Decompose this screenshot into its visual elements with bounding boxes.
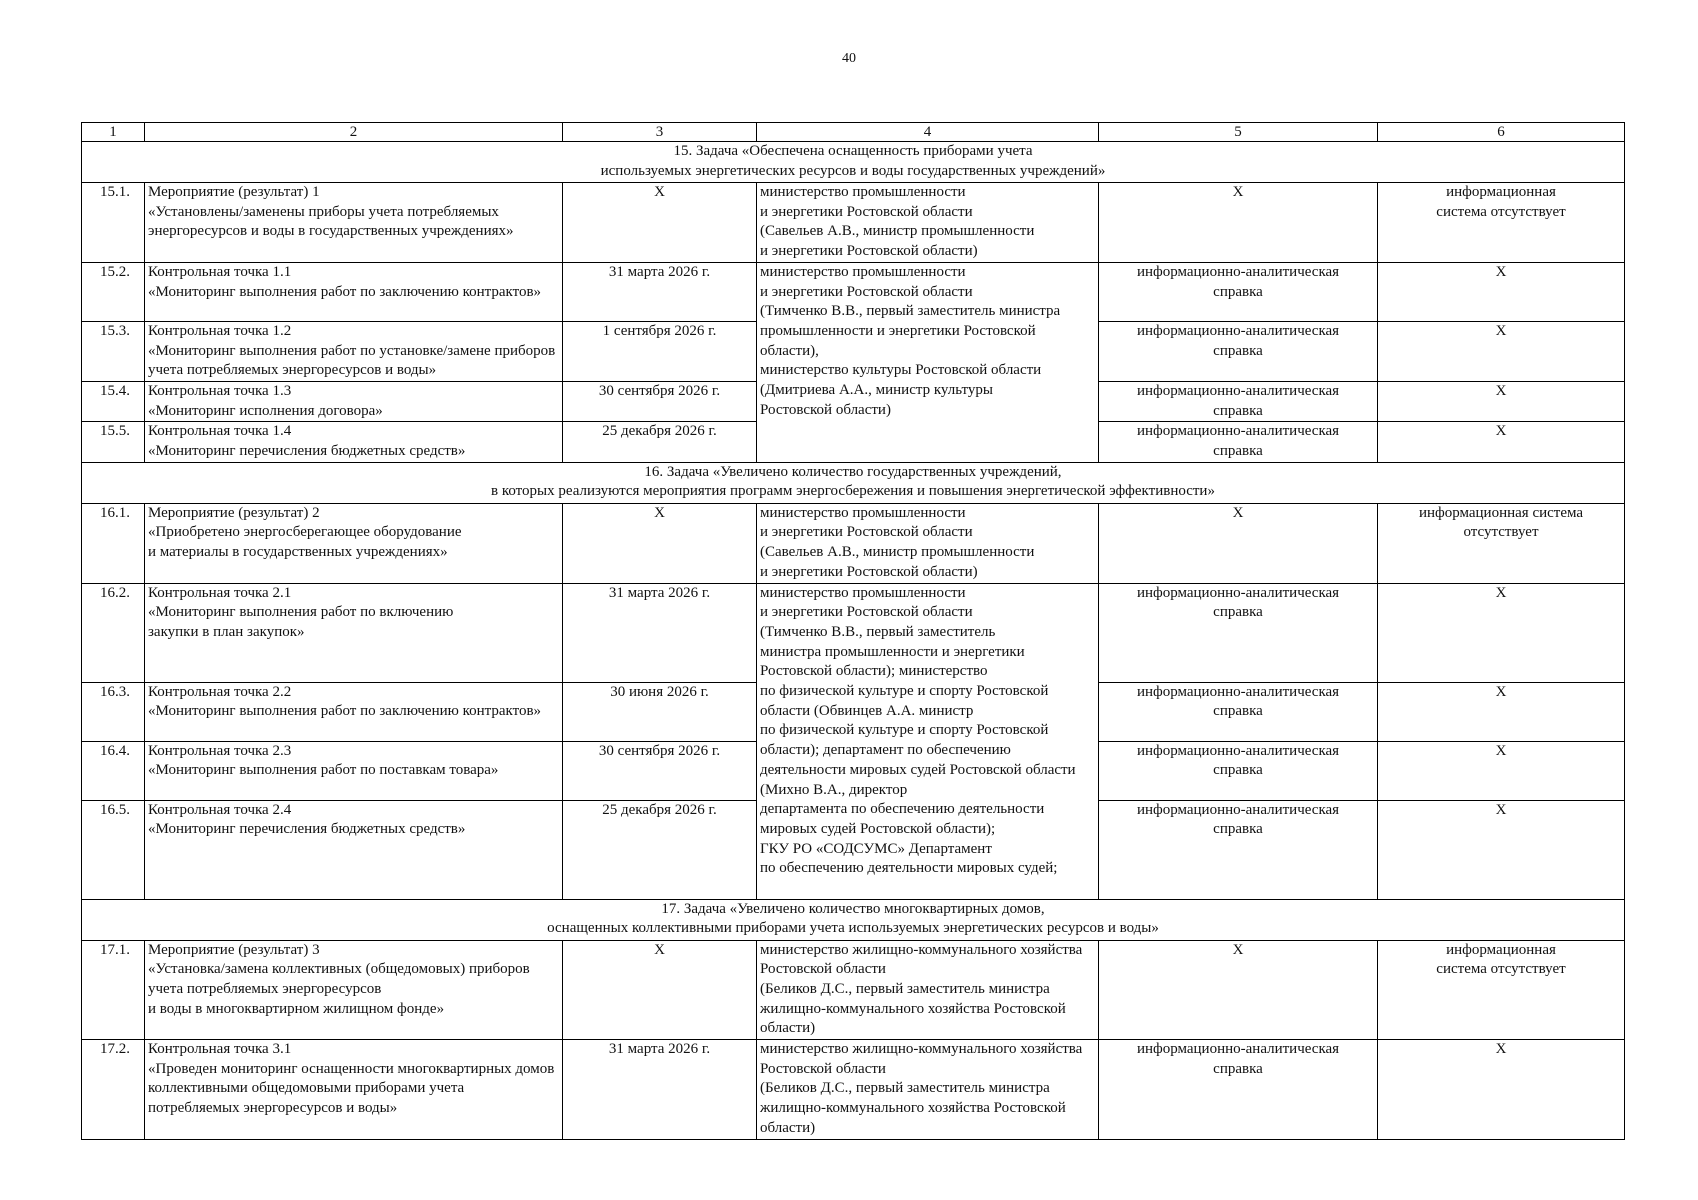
column-header: 2 xyxy=(145,123,563,142)
due-date: 1 сентября 2026 г. xyxy=(563,321,757,381)
document-type: информационно-аналитическая справка xyxy=(1099,321,1378,381)
page-number: 40 xyxy=(842,51,856,66)
due-date: 31 марта 2026 г. xyxy=(563,262,757,321)
due-date: 30 сентября 2026 г. xyxy=(563,381,757,421)
info-system: Х xyxy=(1378,741,1625,800)
info-system: Х xyxy=(1378,1040,1625,1140)
row-number: 15.2. xyxy=(82,262,145,321)
task-title: 17. Задача «Увеличено количество многоквартирных домов, оснащенных коллективными приборами учета используемых энергетических ресурсов и воды» xyxy=(82,899,1625,940)
task-heading-row xyxy=(82,142,1625,183)
plan-table xyxy=(81,122,1625,1140)
responsible: министерство промышленности и энергетики Ростовской области (Савельев А.В., министр промышленности и энергетики Ростовской области) xyxy=(757,183,1099,263)
responsible: министерство промышленности и энергетики Ростовской области (Тимченко В.В., первый заместитель министра промышленности и энергетики Ростовской области); министерство по физической культуре и спорту Ростовской области (Обвинцев А.А. министр по физической культуре и спорту Ростовской области); департамент по обеспечению деятельности мировых судей Ростовской области (Михно В.А., директор департамента по обеспечению деятельности мировых судей Ростовской области); ГКУ РО «СОДСУМС» Департамент по обеспечению деятельности мировых судей; xyxy=(757,583,1099,899)
responsible: министерство промышленности и энергетики Ростовской области (Савельев А.В., министр промышленности и энергетики Ростовской области) xyxy=(757,503,1099,583)
row-number: 16.3. xyxy=(82,682,145,741)
info-system: Х xyxy=(1378,321,1625,381)
info-system: информационная система отсутствует xyxy=(1378,503,1625,583)
row-number: 17.2. xyxy=(82,1040,145,1140)
row-number: 15.4. xyxy=(82,381,145,421)
due-date: 31 марта 2026 г. xyxy=(563,1040,757,1140)
document-type: Х xyxy=(1099,503,1378,583)
task-title: 16. Задача «Увеличено количество государственных учреждений, в которых реализуются мероприятия программ энергосбережения и повышения энергетической эффективности» xyxy=(82,462,1625,503)
document-type: информационно-аналитическая справка xyxy=(1099,1040,1378,1140)
document-type: информационно-аналитическая справка xyxy=(1099,583,1378,682)
item-name: Контрольная точка 2.3 «Мониторинг выполнения работ по поставкам товара» xyxy=(145,741,563,800)
row-number: 16.2. xyxy=(82,583,145,682)
document-type: информационно-аналитическая справка xyxy=(1099,381,1378,421)
info-system: Х xyxy=(1378,262,1625,321)
item-name: Контрольная точка 2.2 «Мониторинг выполнения работ по заключению контрактов» xyxy=(145,682,563,741)
task-heading-row xyxy=(82,899,1625,940)
row-number: 17.1. xyxy=(82,940,145,1040)
info-system: Х xyxy=(1378,583,1625,682)
item-name: Контрольная точка 1.1 «Мониторинг выполнения работ по заключению контрактов» xyxy=(145,262,563,321)
column-header: 5 xyxy=(1099,123,1378,142)
due-date: 30 июня 2026 г. xyxy=(563,682,757,741)
task-title: 15. Задача «Обеспечена оснащенность приборами учета используемых энергетических ресурсов и воды государственных учреждений» xyxy=(82,142,1625,183)
info-system: информационная система отсутствует xyxy=(1378,183,1625,263)
column-header: 1 xyxy=(82,123,145,142)
column-header: 4 xyxy=(757,123,1099,142)
item-name: Контрольная точка 1.2 «Мониторинг выполнения работ по установке/замене приборов учета потребляемых энергоресурсов и воды» xyxy=(145,321,563,381)
due-date: 25 декабря 2026 г. xyxy=(563,422,757,462)
row-number: 15.3. xyxy=(82,321,145,381)
document-type: информационно-аналитическая справка xyxy=(1099,682,1378,741)
item-name: Контрольная точка 2.1 «Мониторинг выполнения работ по включению закупки в план закупок» xyxy=(145,583,563,682)
row-number: 15.1. xyxy=(82,183,145,263)
table-row xyxy=(82,583,1625,682)
document-type: информационно-аналитическая справка xyxy=(1099,741,1378,800)
document-type: информационно-аналитическая справка xyxy=(1099,800,1378,899)
row-number: 16.1. xyxy=(82,503,145,583)
document-type: информационно-аналитическая справка xyxy=(1099,422,1378,462)
document-type: Х xyxy=(1099,183,1378,263)
info-system: Х xyxy=(1378,800,1625,899)
table-row xyxy=(82,503,1625,583)
task-heading-row xyxy=(82,462,1625,503)
item-name: Мероприятие (результат) 1 «Установлены/заменены приборы учета потребляемых энергоресурсов и воды в государственных учреждениях» xyxy=(145,183,563,263)
info-system: Х xyxy=(1378,682,1625,741)
item-name: Контрольная точка 2.4 «Мониторинг перечисления бюджетных средств» xyxy=(145,800,563,899)
due-date: 25 декабря 2026 г. xyxy=(563,800,757,899)
due-date: Х xyxy=(563,940,757,1040)
due-date: 31 марта 2026 г. xyxy=(563,583,757,682)
item-name: Мероприятие (результат) 2 «Приобретено энергосберегающее оборудование и материалы в государственных учреждениях» xyxy=(145,503,563,583)
due-date: Х xyxy=(563,503,757,583)
item-name: Контрольная точка 1.3 «Мониторинг исполнения договора» xyxy=(145,381,563,421)
column-header: 3 xyxy=(563,123,757,142)
item-name: Мероприятие (результат) 3 «Установка/замена коллективных (общедомовых) приборов учета потребляемых энергоресурсов и воды в многоквартирном жилищном фонде» xyxy=(145,940,563,1040)
info-system: Х xyxy=(1378,422,1625,462)
row-number: 15.5. xyxy=(82,422,145,462)
info-system: Х xyxy=(1378,381,1625,421)
due-date: 30 сентября 2026 г. xyxy=(563,741,757,800)
responsible: министерство жилищно-коммунального хозяйства Ростовской области (Беликов Д.С., первый заместитель министра жилищно-коммунального хозяйства Ростовской области) xyxy=(757,1040,1099,1140)
document-type: информационно-аналитическая справка xyxy=(1099,262,1378,321)
info-system: информационная система отсутствует xyxy=(1378,940,1625,1040)
table-row xyxy=(82,183,1625,263)
item-name: Контрольная точка 3.1 «Проведен мониторинг оснащенности многоквартирных домов коллективными общедомовыми приборами учета потребляемых энергоресурсов и воды» xyxy=(145,1040,563,1140)
document-type: Х xyxy=(1099,940,1378,1040)
row-number: 16.5. xyxy=(82,800,145,899)
row-number: 16.4. xyxy=(82,741,145,800)
item-name: Контрольная точка 1.4 «Мониторинг перечисления бюджетных средств» xyxy=(145,422,563,462)
table-row xyxy=(82,940,1625,1040)
responsible: министерство промышленности и энергетики Ростовской области (Тимченко В.В., первый заместитель министра промышленности и энергетики Ростовской области), министерство культуры Ростовской области (Дмитриева А.А., министр культуры Ростовской области) xyxy=(757,262,1099,462)
responsible: министерство жилищно-коммунального хозяйства Ростовской области (Беликов Д.С., первый заместитель министра жилищно-коммунального хозяйства Ростовской области) xyxy=(757,940,1099,1040)
table-row xyxy=(82,1040,1625,1140)
column-header: 6 xyxy=(1378,123,1625,142)
due-date: Х xyxy=(563,183,757,263)
column-number-row xyxy=(82,123,1625,142)
table-row xyxy=(82,262,1625,321)
